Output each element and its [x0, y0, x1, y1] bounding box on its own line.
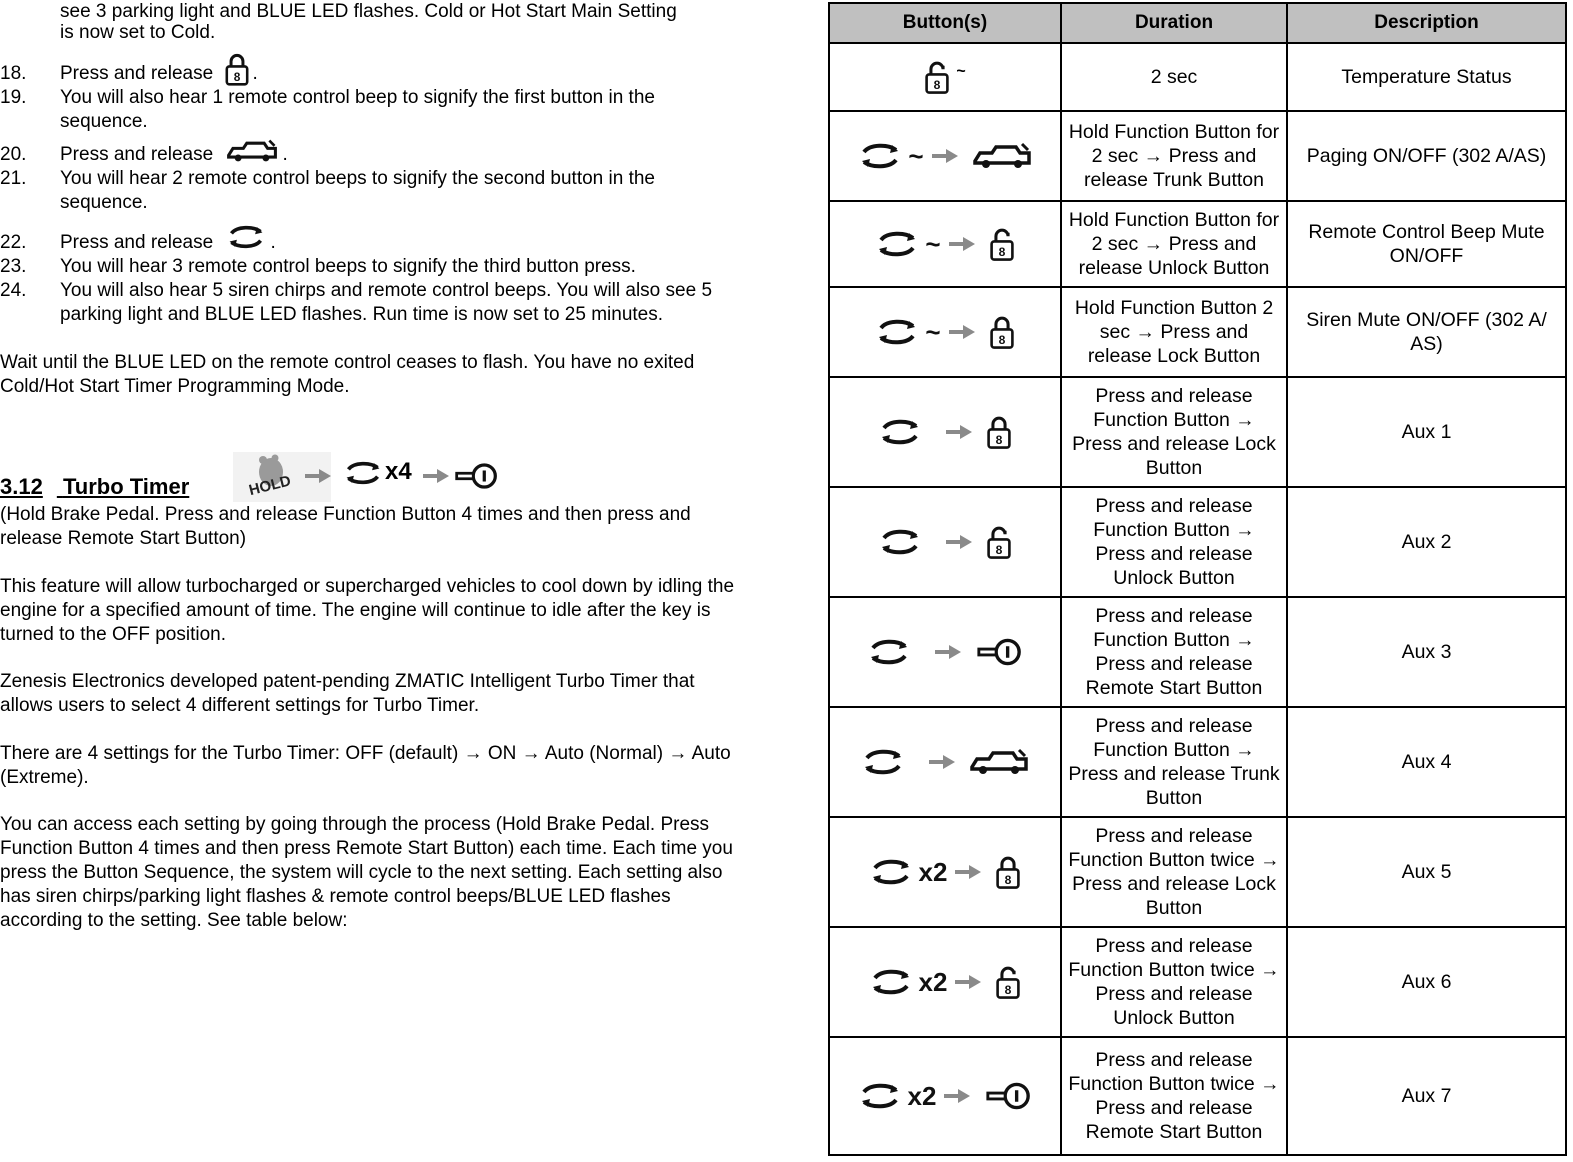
table-header-row [829, 3, 1566, 43]
arrow-icon [303, 466, 333, 486]
description-cell: Aux 3 [1287, 597, 1566, 707]
duration-cell: Press and release Function Button twice → Press and release Remote Start Button [1061, 1037, 1287, 1155]
unlock-icon [989, 225, 1015, 263]
step-text: Press and release [60, 144, 214, 165]
buttons-cell [829, 707, 1061, 817]
paragraph-2: This feature will allow turbocharged or supercharged vehicles to cool down by idling the engine for a specified amount of time. The engine will continue to idle after the key is turned to the OFF position. [0, 576, 735, 645]
buttons-cell [829, 377, 1061, 487]
function-icon [878, 528, 922, 556]
function-icon [343, 460, 383, 486]
section-title: Turbo Timer [62, 474, 190, 499]
function-icon [875, 230, 919, 258]
description-cell: Aux 7 [1287, 1037, 1566, 1155]
repeat-count: x2 [918, 967, 948, 997]
lock-icon [986, 413, 1012, 451]
step-text: You will hear 2 remote control beeps to signify the second button in the sequence. [60, 168, 656, 213]
buttons-cell [829, 487, 1061, 597]
hold-tilde: ~ [925, 317, 941, 347]
header-description: Description [1287, 3, 1566, 43]
remote-start-icon [453, 462, 499, 490]
arrow-icon [947, 322, 977, 342]
function-icon [226, 224, 266, 250]
function-icon [861, 748, 905, 776]
description-cell: Aux 2 [1287, 487, 1566, 597]
duration-cell: Press and release Function Button twice → Press and release Unlock Button [1061, 927, 1287, 1037]
step-text: You will hear 3 remote control beeps to signify the third button press. [60, 256, 636, 277]
step-number: 21. [0, 168, 27, 189]
table-row [829, 927, 1566, 1037]
section-heading [0, 475, 189, 499]
lock-icon [995, 853, 1021, 891]
duration-cell: Hold Function Button for 2 sec → Press and release Unlock Button [1061, 201, 1287, 287]
table-row [829, 1037, 1566, 1155]
description-cell: Siren Mute ON/OFF (302 A/ AS) [1287, 287, 1566, 377]
function-icon [867, 638, 911, 666]
description-cell: Aux 5 [1287, 817, 1566, 927]
trunk-icon [226, 138, 278, 164]
arrow-icon [944, 532, 974, 552]
step-suffix: . [252, 63, 258, 85]
unlock-icon [995, 963, 1021, 1001]
repeat-count: x2 [907, 1081, 937, 1111]
step-suffix: . [282, 144, 288, 165]
duration-cell: Hold Function Button 2 sec → Press and release Lock Button [1061, 287, 1287, 377]
buttons-cell [829, 597, 1061, 707]
function-icon [858, 1082, 902, 1110]
table-row [829, 597, 1566, 707]
header-buttons: Button(s) [829, 3, 1061, 43]
duration-cell: Hold Function Button for 2 sec → Press and release Trunk Button [1061, 111, 1287, 201]
arrow-icon [930, 146, 960, 166]
buttons-cell [829, 927, 1061, 1037]
hold-label: HOLD [247, 472, 293, 500]
table-row [829, 201, 1566, 287]
section-number: 3.12 [0, 474, 43, 499]
buttons-cell [829, 287, 1061, 377]
buttons-cell [829, 111, 1061, 201]
remote-start-icon [975, 637, 1023, 667]
function-icon [878, 418, 922, 446]
wait-paragraph: Wait until the BLUE LED on the remote control ceases to flash. You have no exited Cold/Hot Start Timer Programming Mode. [0, 352, 695, 397]
remote-start-icon [984, 1081, 1032, 1111]
intro-line-2: is now set to Cold. [60, 22, 216, 43]
description-cell: Paging ON/OFF (302 A/AS) [1287, 111, 1566, 201]
description-cell: Remote Control Beep Mute ON/OFF [1287, 201, 1566, 287]
turbo-timer-sequence [233, 452, 508, 502]
arrow-icon [933, 642, 963, 662]
paragraph-3: Zenesis Electronics developed patent-pending ZMATIC Intelligent Turbo Timer that allows users to select 4 different settings for Turbo Timer. [0, 671, 695, 716]
function-icon [858, 142, 902, 170]
table-row [829, 487, 1566, 597]
trunk-icon [969, 747, 1029, 777]
step-number: 20. [0, 144, 27, 165]
buttons-cell [829, 43, 1061, 111]
unlock-icon [986, 523, 1012, 561]
table-row [829, 817, 1566, 927]
trunk-icon [972, 141, 1032, 171]
repeat-count: x2 [918, 857, 948, 887]
header-duration: Duration [1061, 3, 1287, 43]
buttons-cell [829, 1037, 1061, 1155]
buttons-cell [829, 201, 1061, 287]
table-row [829, 707, 1566, 817]
arrow-icon [927, 752, 957, 772]
duration-cell: 2 sec [1061, 43, 1287, 111]
hold-tilde: ~ [956, 63, 966, 80]
arrow-icon [944, 422, 974, 442]
step-text: Press and release [60, 232, 214, 253]
step-text: You will also hear 5 siren chirps and remote control beeps. You will also see 5 parking light and BLUE LED flashes. Run time is now set to 25 minutes. [60, 280, 713, 325]
duration-cell: Press and release Function Button → Press and release Remote Start Button [1061, 597, 1287, 707]
lock-icon [989, 313, 1015, 351]
step-suffix: . [270, 232, 276, 253]
step-number: 22. [0, 232, 27, 253]
arrow-icon [942, 1086, 972, 1106]
function-icon [869, 968, 913, 996]
table-row [829, 43, 1566, 111]
function-icon [875, 318, 919, 346]
unlock-icon [924, 58, 950, 96]
arrow-icon [947, 234, 977, 254]
duration-cell: Press and release Function Button → Press and release Lock Button [1061, 377, 1287, 487]
paragraph-5: You can access each setting by going through the process (Hold Brake Pedal. Press Function Button 4 times and then press Remote Start Button) each time. Each time you press the Button Sequence, the system will cycle to the next setting. Each setting also has siren chirps/parking light flashes & remote control beeps/BLUE LED flashes according to the setting. See table below: [0, 814, 733, 931]
paragraph-1: (Hold Brake Pedal. Press and release Function Button 4 times and then press and release Remote Start Button) [0, 504, 691, 549]
lock-icon [224, 52, 250, 86]
description-cell: Temperature Status [1287, 43, 1566, 111]
duration-cell: Press and release Function Button → Press and release Trunk Button [1061, 707, 1287, 817]
step-number: 19. [0, 87, 27, 108]
duration-cell: Press and release Function Button → Press and release Unlock Button [1061, 487, 1287, 597]
step-number: 24. [0, 280, 27, 301]
arrow-icon [953, 972, 983, 992]
step-number: 23. [0, 256, 27, 277]
step-number: 18. [0, 63, 27, 84]
description-cell: Aux 4 [1287, 707, 1566, 817]
buttons-cell [829, 817, 1061, 927]
description-cell: Aux 1 [1287, 377, 1566, 487]
step-text: You will also hear 1 remote control beep to signify the first button in the sequence. [60, 87, 655, 132]
duration-cell: Press and release Function Button twice → Press and release Lock Button [1061, 817, 1287, 927]
intro-line-1: see 3 parking light and BLUE LED flashes. Cold or Hot Start Main Setting [60, 1, 677, 22]
description-cell: Aux 6 [1287, 927, 1566, 1037]
hold-tilde: ~ [908, 141, 924, 171]
function-icon [869, 858, 913, 886]
button-function-table [828, 2, 1567, 1156]
table-row [829, 287, 1566, 377]
hold-tilde: ~ [925, 229, 941, 259]
paragraph-4: There are 4 settings for the Turbo Timer: OFF (default) → ON → Auto (Normal) → Auto (Extreme). [0, 743, 731, 788]
step-text: Press and release [60, 63, 214, 85]
repeat-count: x4 [385, 458, 412, 485]
arrow-icon [421, 466, 451, 486]
arrow-icon [953, 862, 983, 882]
table-row [829, 377, 1566, 487]
table-row [829, 111, 1566, 201]
